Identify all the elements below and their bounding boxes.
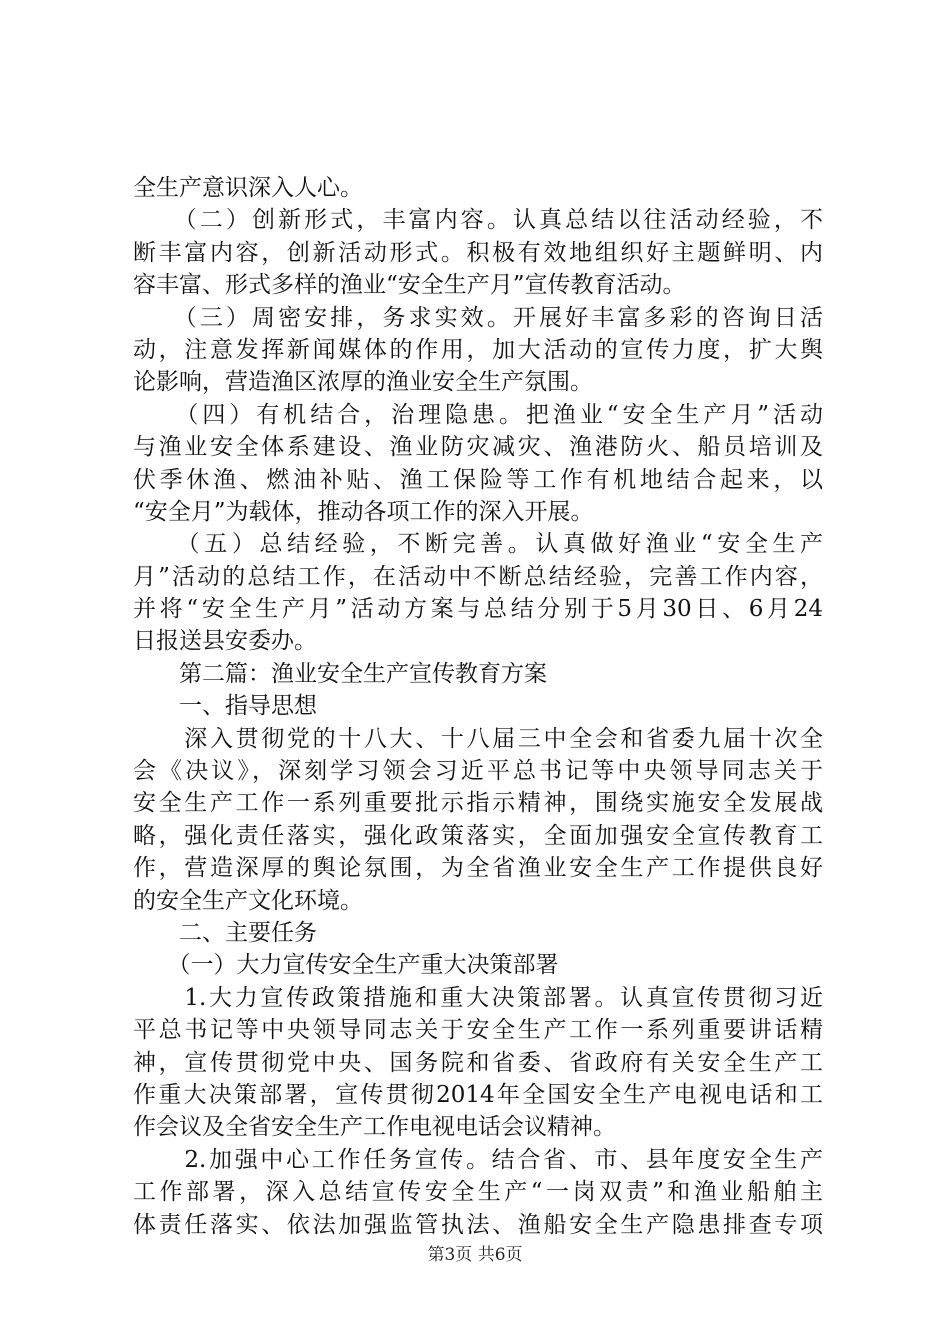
text-line: 动，注意发挥新闻媒体的作用，加大活动的宣传力度，扩大舆 xyxy=(133,336,823,363)
text-line: 断丰富内容，创新活动形式。积极有效地组织好主题鲜明、内 xyxy=(133,239,823,266)
text-line: （二）创新形式，丰富内容。认真总结以往活动经验，不 xyxy=(133,207,823,234)
text-line: “安全月”为载体，推动各项工作的深入开展。 xyxy=(133,498,594,525)
text-line: 并将“安全生产月”活动方案与总结分别于5月30日、6月24 xyxy=(133,596,823,623)
text-line: （五）总结经验，不断完善。认真做好渔业“安全生产 xyxy=(133,531,823,558)
text-line: 容丰富、形式多样的渔业“安全生产月”宣传教育活动。 xyxy=(133,272,686,299)
text-line: 安全生产工作一系列重要批示指示精神，围绕实施安全发展战 xyxy=(133,790,823,817)
document-body xyxy=(133,172,823,1241)
text-line: 工作部署，深入总结宣传安全生产“一岗双责”和渔业船舶主 xyxy=(133,1179,823,1206)
text-line: 会《决议》，深刻学习领会习近平总书记等中央领导同志关于 xyxy=(133,758,823,785)
text-line: 深入贯彻党的十八大、十八届三中全会和省委九届十次全 xyxy=(133,725,823,752)
text-line: （三）周密安排，务求实效。开展好丰富多彩的咨询日活 xyxy=(133,304,823,331)
text-line: （四）有机结合，治理隐患。把渔业“安全生产月”活动 xyxy=(133,401,823,428)
section-title: 第二篇：渔业安全生产宣传教育方案 xyxy=(133,660,547,687)
text-line: 全生产意识深入人心。 xyxy=(133,175,363,201)
text-line: 2.加强中心工作任务宣传。结合省、市、县年度安全生产 xyxy=(133,1146,823,1173)
text-line: 的安全生产文化环境。 xyxy=(133,887,363,914)
text-line: 体责任落实、依法加强监管执法、渔船安全生产隐患排查专项 xyxy=(133,1211,823,1238)
text-line: 神，宣传贯彻党中央、国务院和省委、省政府有关安全生产工 xyxy=(133,1049,823,1076)
text-line: 论影响，营造渔区浓厚的渔业安全生产氛围。 xyxy=(133,369,593,396)
text-line: 月”活动的总结工作，在活动中不断总结经验，完善工作内容， xyxy=(133,563,823,590)
text-line: 伏季休渔、燃油补贴、渔工保险等工作有机地结合起来，以 xyxy=(133,466,823,493)
text-line: 作会议及全省安全生产工作电视电话会议精神。 xyxy=(133,1114,616,1141)
text-line: 略，强化责任落实，强化政策落实，全面加强安全宣传教育工 xyxy=(133,822,823,849)
text-line: 作，营造深厚的舆论氛围，为全省渔业安全生产工作提供良好 xyxy=(133,855,823,882)
text-line: 平总书记等中央领导同志关于安全生产工作一系列重要讲话精 xyxy=(133,1017,823,1044)
section-heading: 二、主要任务 xyxy=(133,919,317,946)
text-line: 日报送县安委办。 xyxy=(133,628,317,655)
text-line: 1.大力宣传政策措施和重大决策部署。认真宣传贯彻习近 xyxy=(133,984,823,1011)
text-line: 作重大决策部署，宣传贯彻2014年全国安全生产电视电话和工 xyxy=(133,1081,823,1108)
text-line: 与渔业安全体系建设、渔业防灾减灾、渔港防火、船员培训及 xyxy=(133,434,823,461)
page-number-footer: 第3页 共6页 xyxy=(427,1245,523,1265)
section-heading: 一、指导思想 xyxy=(133,693,317,720)
subsection-heading: （一）大力宣传安全生产重大决策部署 xyxy=(133,952,559,979)
